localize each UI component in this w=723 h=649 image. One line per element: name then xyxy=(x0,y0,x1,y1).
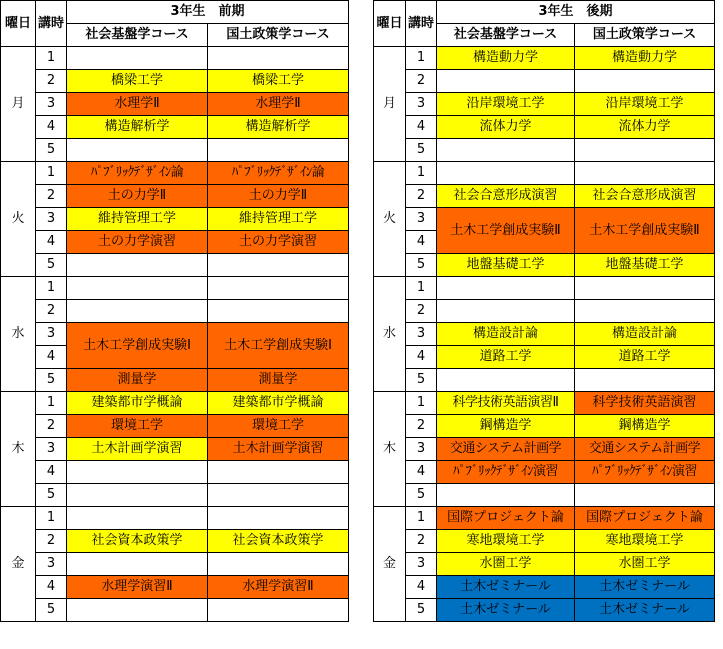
class-cell: 環境工学 xyxy=(67,415,208,438)
day-cell: 火 xyxy=(1,162,36,277)
semester-title: 3年生 後期 xyxy=(437,1,715,24)
class-cell: 流体力学 xyxy=(575,116,715,139)
class-cell xyxy=(67,484,208,507)
period-cell: 2 xyxy=(406,415,437,438)
class-cell xyxy=(208,300,349,323)
class-cell: 構造動力学 xyxy=(437,47,575,70)
class-cell xyxy=(575,139,715,162)
class-cell: 社会資本政策学 xyxy=(208,530,349,553)
class-cell: ﾊﾟﾌﾞﾘｯｸﾃﾞｻﾞｲﾝ論 xyxy=(208,162,349,185)
class-cell: 道路工学 xyxy=(437,346,575,369)
day-cell: 月 xyxy=(374,47,406,162)
semester-title: 3年生 前期 xyxy=(67,1,349,24)
class-cell xyxy=(67,599,208,622)
course-header-civil: 社会基盤学コース xyxy=(437,24,575,47)
period-cell: 4 xyxy=(406,576,437,599)
class-cell xyxy=(67,300,208,323)
class-cell: 交通システム計画学 xyxy=(437,438,575,461)
class-cell: 橋梁工学 xyxy=(208,70,349,93)
class-cell xyxy=(575,369,715,392)
period-cell: 5 xyxy=(36,599,67,622)
period-header: 講時 xyxy=(406,1,437,47)
period-cell: 1 xyxy=(36,392,67,415)
class-cell: 水理学Ⅱ xyxy=(208,93,349,116)
class-cell: 水理学Ⅱ xyxy=(67,93,208,116)
day-cell: 月 xyxy=(1,47,36,162)
course-header-policy: 国土政策学コース xyxy=(208,24,349,47)
class-cell: 社会合意形成演習 xyxy=(575,185,715,208)
class-cell: ﾊﾟﾌﾞﾘｯｸﾃﾞｻﾞｲﾝ演習 xyxy=(575,461,715,484)
class-cell: ﾊﾟﾌﾞﾘｯｸﾃﾞｻﾞｲﾝ論 xyxy=(67,162,208,185)
class-cell: 水理学演習Ⅱ xyxy=(208,576,349,599)
period-cell: 5 xyxy=(36,484,67,507)
period-cell: 3 xyxy=(406,93,437,116)
second-semester-table xyxy=(373,0,715,622)
class-cell xyxy=(67,553,208,576)
day-cell: 木 xyxy=(374,392,406,507)
class-cell xyxy=(437,484,575,507)
class-cell: 土木計画学演習 xyxy=(67,438,208,461)
class-cell: 構造解析学 xyxy=(208,116,349,139)
class-cell: 構造解析学 xyxy=(67,116,208,139)
class-cell: 建築都市学概論 xyxy=(67,392,208,415)
class-cell: 沿岸環境工学 xyxy=(575,93,715,116)
class-cell xyxy=(67,277,208,300)
class-cell: ﾊﾟﾌﾞﾘｯｸﾃﾞｻﾞｲﾝ演習 xyxy=(437,461,575,484)
class-cell: 建築都市学概論 xyxy=(208,392,349,415)
period-cell: 4 xyxy=(36,346,67,369)
class-cell xyxy=(437,162,575,185)
class-cell xyxy=(208,254,349,277)
period-cell: 5 xyxy=(406,139,437,162)
class-cell: 土木工学創成実験Ⅰ xyxy=(67,323,208,369)
period-cell: 3 xyxy=(406,208,437,231)
class-cell xyxy=(575,300,715,323)
class-cell: 橋梁工学 xyxy=(67,70,208,93)
class-cell: 沿岸環境工学 xyxy=(437,93,575,116)
period-cell: 1 xyxy=(406,47,437,70)
class-cell xyxy=(208,553,349,576)
class-cell: 寒地環境工学 xyxy=(437,530,575,553)
second-semester-timetable xyxy=(373,0,715,622)
period-cell: 1 xyxy=(406,277,437,300)
class-cell: 水圏工学 xyxy=(575,553,715,576)
class-cell: 水圏工学 xyxy=(437,553,575,576)
class-cell xyxy=(575,277,715,300)
period-cell: 1 xyxy=(36,162,67,185)
period-cell: 3 xyxy=(406,553,437,576)
period-cell: 4 xyxy=(406,231,437,254)
period-cell: 3 xyxy=(36,323,67,346)
period-cell: 1 xyxy=(36,277,67,300)
period-cell: 5 xyxy=(406,369,437,392)
period-cell: 5 xyxy=(36,369,67,392)
class-cell xyxy=(67,139,208,162)
period-cell: 4 xyxy=(36,461,67,484)
period-cell: 3 xyxy=(406,438,437,461)
period-cell: 1 xyxy=(406,507,437,530)
class-cell xyxy=(208,599,349,622)
class-cell: 維持管理工学 xyxy=(67,208,208,231)
day-header: 曜日 xyxy=(374,1,406,47)
period-cell: 5 xyxy=(406,254,437,277)
class-cell xyxy=(437,70,575,93)
class-cell: 構造設計論 xyxy=(437,323,575,346)
class-cell: 土木ゼミナール xyxy=(575,576,715,599)
period-cell: 3 xyxy=(36,208,67,231)
class-cell xyxy=(575,70,715,93)
period-cell: 1 xyxy=(406,162,437,185)
period-cell: 2 xyxy=(36,70,67,93)
period-cell: 1 xyxy=(36,507,67,530)
class-cell xyxy=(437,139,575,162)
class-cell: 地盤基礎工学 xyxy=(575,254,715,277)
period-cell: 4 xyxy=(36,576,67,599)
class-cell: 構造設計論 xyxy=(575,323,715,346)
class-cell: 環境工学 xyxy=(208,415,349,438)
class-cell: 社会合意形成演習 xyxy=(437,185,575,208)
period-cell: 4 xyxy=(406,116,437,139)
class-cell xyxy=(67,254,208,277)
period-cell: 2 xyxy=(36,530,67,553)
class-cell xyxy=(437,300,575,323)
class-cell: 交通システム計画学 xyxy=(575,438,715,461)
class-cell xyxy=(208,507,349,530)
class-cell xyxy=(67,507,208,530)
class-cell: 道路工学 xyxy=(575,346,715,369)
period-cell: 2 xyxy=(406,70,437,93)
class-cell: 土木ゼミナール xyxy=(575,599,715,622)
course-header-policy: 国土政策学コース xyxy=(575,24,715,47)
period-cell: 3 xyxy=(36,553,67,576)
period-cell: 3 xyxy=(36,93,67,116)
class-cell xyxy=(575,162,715,185)
class-cell: 測量学 xyxy=(208,369,349,392)
period-cell: 1 xyxy=(406,392,437,415)
class-cell: 測量学 xyxy=(67,369,208,392)
class-cell xyxy=(67,47,208,70)
class-cell: 国際プロジェクト論 xyxy=(575,507,715,530)
day-cell: 水 xyxy=(1,277,36,392)
day-cell: 木 xyxy=(1,392,36,507)
class-cell xyxy=(208,277,349,300)
class-cell xyxy=(208,461,349,484)
period-cell: 5 xyxy=(36,254,67,277)
class-cell: 土木工学創成実験Ⅰ xyxy=(208,323,349,369)
period-cell: 1 xyxy=(36,47,67,70)
class-cell xyxy=(67,461,208,484)
class-cell: 水理学演習Ⅱ xyxy=(67,576,208,599)
class-cell xyxy=(437,369,575,392)
class-cell: 社会資本政策学 xyxy=(67,530,208,553)
class-cell: 土の力学Ⅱ xyxy=(208,185,349,208)
period-cell: 2 xyxy=(406,530,437,553)
period-cell: 2 xyxy=(36,300,67,323)
class-cell xyxy=(437,277,575,300)
class-cell: 科学技術英語演習Ⅱ xyxy=(437,392,575,415)
class-cell: 土木工学創成実験Ⅱ xyxy=(437,208,575,254)
class-cell: 土の力学演習 xyxy=(208,231,349,254)
period-cell: 2 xyxy=(36,415,67,438)
day-cell: 水 xyxy=(374,277,406,392)
period-cell: 2 xyxy=(406,300,437,323)
day-cell: 金 xyxy=(1,507,36,622)
class-cell: 維持管理工学 xyxy=(208,208,349,231)
period-cell: 5 xyxy=(406,599,437,622)
period-cell: 4 xyxy=(406,461,437,484)
class-cell xyxy=(208,139,349,162)
class-cell: 国際プロジェクト論 xyxy=(437,507,575,530)
class-cell: 鋼構造学 xyxy=(575,415,715,438)
period-cell: 3 xyxy=(36,438,67,461)
period-cell: 4 xyxy=(406,346,437,369)
class-cell: 地盤基礎工学 xyxy=(437,254,575,277)
class-cell: 鋼構造学 xyxy=(437,415,575,438)
class-cell: 土の力学Ⅱ xyxy=(67,185,208,208)
class-cell: 土木ゼミナール xyxy=(437,599,575,622)
period-cell: 4 xyxy=(36,116,67,139)
period-cell: 2 xyxy=(406,185,437,208)
day-cell: 火 xyxy=(374,162,406,277)
period-cell: 2 xyxy=(36,185,67,208)
class-cell: 土木計画学演習 xyxy=(208,438,349,461)
class-cell xyxy=(575,484,715,507)
period-cell: 5 xyxy=(36,139,67,162)
day-cell: 金 xyxy=(374,507,406,622)
period-header: 講時 xyxy=(36,1,67,47)
class-cell: 構造動力学 xyxy=(575,47,715,70)
class-cell: 土木工学創成実験Ⅱ xyxy=(575,208,715,254)
course-header-civil: 社会基盤学コース xyxy=(67,24,208,47)
period-cell: 3 xyxy=(406,323,437,346)
class-cell xyxy=(208,47,349,70)
class-cell: 寒地環境工学 xyxy=(575,530,715,553)
class-cell: 科学技術英語演習 xyxy=(575,392,715,415)
class-cell: 土の力学演習 xyxy=(67,231,208,254)
class-cell xyxy=(208,484,349,507)
first-semester-timetable xyxy=(0,0,349,622)
period-cell: 4 xyxy=(36,231,67,254)
day-header: 曜日 xyxy=(1,1,36,47)
class-cell: 流体力学 xyxy=(437,116,575,139)
period-cell: 5 xyxy=(406,484,437,507)
first-semester-table xyxy=(0,0,349,622)
class-cell: 土木ゼミナール xyxy=(437,576,575,599)
